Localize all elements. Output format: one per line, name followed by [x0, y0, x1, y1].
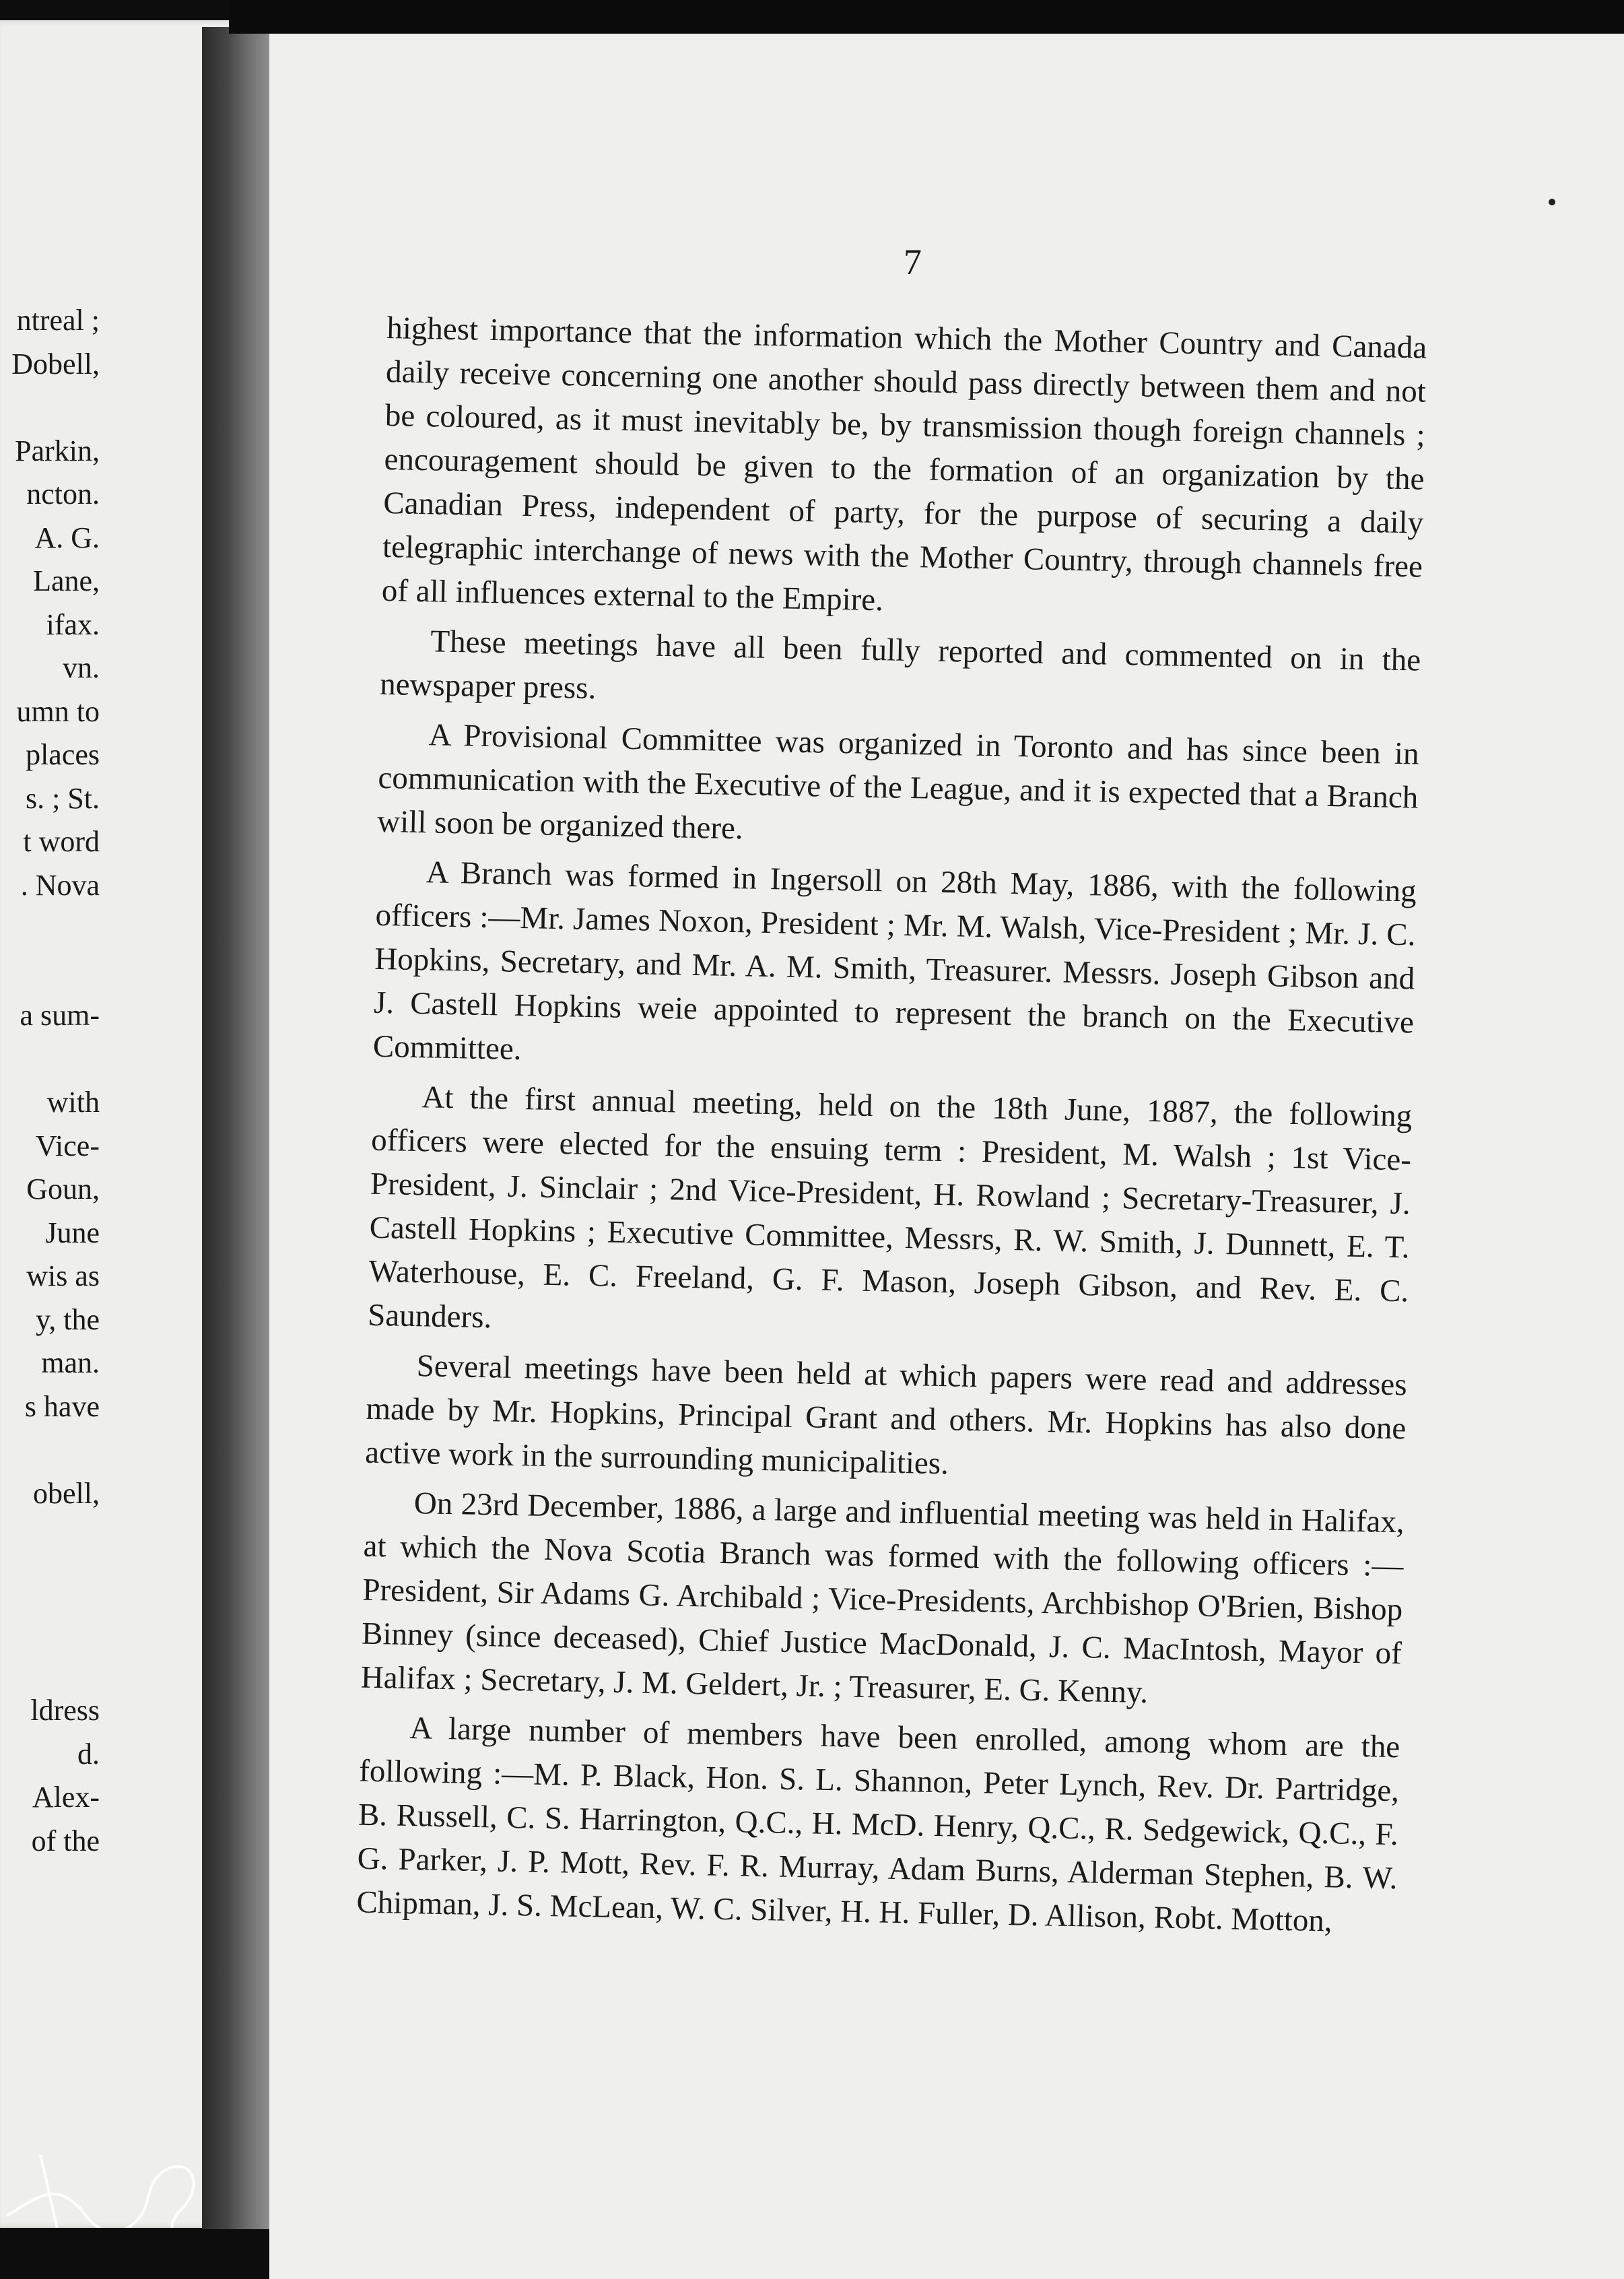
previous-page-line: Lane, [33, 564, 100, 597]
paragraph: At the first annual meeting, held on the 18th June, 1887, the following officers were elected for the ensuing term : President, M. Walsh ; 1st Vice-President, J. Sinclair ; 2nd Vice-President, H. Rowland ; Secretary-Treasurer, J. Castell Hopkins ; Executive Committee, Messrs, R. W. Smith, J. Dunnett, E. T. Waterhouse, E. C. Freeland, G. F. Mason, Joseph Gibson, and Rev. E. C. Saunders. [367, 1080, 1413, 1335]
ink-speck [1549, 199, 1555, 205]
page-number: 7 [904, 242, 922, 282]
previous-page-line: t word [23, 825, 100, 858]
previous-page-line: ntreal ; [16, 304, 100, 337]
previous-page-line: a sum- [20, 999, 100, 1032]
paragraph: Several meetings have been held at which papers were read and addresses made by Mr. Hopkins, Principal Grant and others. Mr. Hopkins has also done active work in the surrounding municipalities. [364, 1348, 1408, 1482]
previous-page-line: wis as [26, 1259, 100, 1292]
previous-page-line: Goun, [26, 1172, 100, 1205]
previous-page-line: of the [31, 1824, 100, 1857]
previous-page-line: Vice- [35, 1129, 100, 1162]
previous-page-line: s. ; St. [25, 781, 100, 815]
previous-page-line: ldress [30, 1694, 100, 1727]
previous-page-line: Dobell, [11, 347, 100, 381]
previous-page-line: June [45, 1216, 100, 1249]
previous-page-line: y, the [36, 1302, 100, 1336]
scan-border-top [229, 0, 1624, 34]
paragraph: highest importance that the information which the Mother Country and Canada daily receive concerning one another should pass directly between them and not be coloured, as it must inevitably be, by transmission though foreign channels ; encouragement should be given to the formation of an organization by the Canadian Press, independent of party, for the purpose of securing a daily telegraphic interchange of news with the Mother Country, through channels free of all influences external to the Empire. [381, 310, 1427, 618]
previous-page-line: . Nova [20, 868, 100, 902]
previous-page-line: Parkin, [15, 434, 100, 467]
previous-page-line: A. G. [34, 521, 100, 554]
previous-page-line: ifax. [46, 607, 100, 641]
previous-page-line: obell, [33, 1476, 100, 1510]
previous-page-line: ncton. [26, 477, 100, 510]
handwritten-mark [0, 2142, 215, 2228]
previous-page-line: places [26, 738, 100, 771]
page-body-text [356, 306, 1427, 1950]
previous-page-line: umn to [16, 694, 100, 728]
paragraph: A Branch was formed in Ingersoll on 28th May, 1886, with the following officers :—Mr. James Noxon, President ; Mr. M. Walsh, Vice-President ; Mr. J. C. Hopkins, Secretary, and Mr. A. M. Smith, Treasurer. Messrs. Joseph Gibson and J. Castell Hopkins weie appointed to represent the branch on the Executive Committee. [372, 855, 1417, 1067]
book-gutter [202, 27, 276, 2229]
previous-page-line: d. [77, 1737, 100, 1771]
previous-page-line: s have [24, 1389, 100, 1423]
paragraph: These meetings have all been fully reported and commented on in the newspaper press. [379, 624, 1421, 706]
paragraph: On 23rd December, 1886, a large and influential meeting was held in Halifax, at which the Nova Scotia Branch was formed with the following officers :—President, Sir Adams G. Archibald ; Vice-Presidents, Archbishop O'Brien, Bishop Binney (since deceased), Chief Justice MacDonald, J. C. MacIntosh, Mayor of Halifax ; Secretary, J. M. Geldert, Jr. ; Treasurer, E. G. Kenny. [360, 1486, 1405, 1711]
paragraph: A large number of members have been enrolled, among whom are the following :—M. P. Black, Hon. S. L. Shannon, Peter Lynch, Rev. Dr. Partridge, B. Russell, C. S. Harrington, Q.C., H. McD. Henry, Q.C., R. Sedgewick, Q.C., F. G. Parker, J. P. Mott, Rev. F. R. Murray, Adam Burns, Alderman Stephen, B. W. Chipman, J. S. McLean, W. C. Silver, H. H. Fuller, D. Allison, Robt. Motton, [356, 1711, 1400, 1939]
paragraph: A Provisional Committee was organized in Toronto and has since been in communication with the Executive of the League, and it is expected that a Branch will soon be organized there. [376, 717, 1420, 847]
previous-page-line: vn. [63, 651, 100, 684]
previous-page-line: Alex- [32, 1781, 100, 1814]
previous-page-line: man. [41, 1346, 100, 1379]
previous-page-line: with [46, 1086, 100, 1119]
